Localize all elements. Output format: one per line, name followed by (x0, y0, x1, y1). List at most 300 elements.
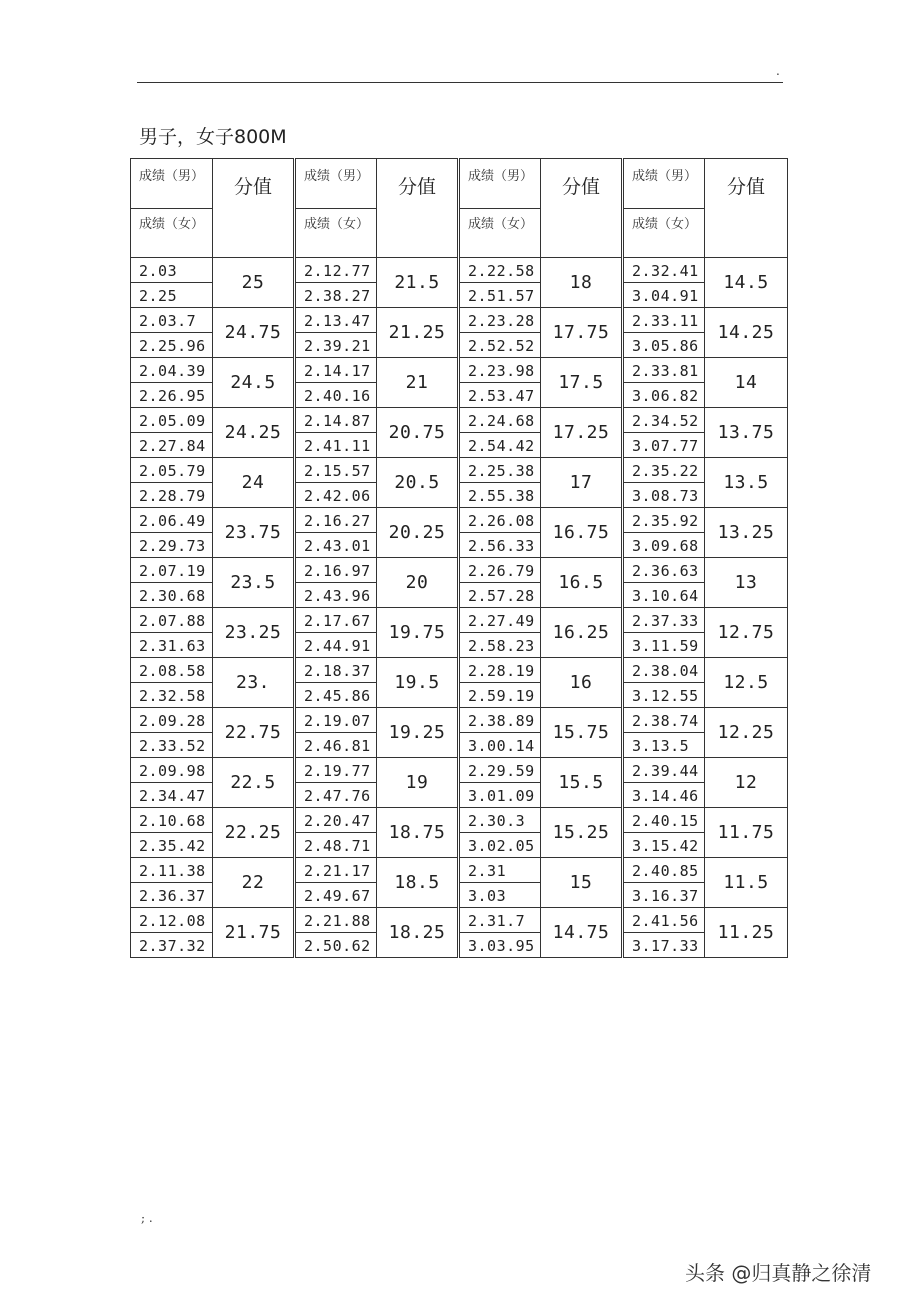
time-divider (296, 432, 376, 433)
table-row (131, 508, 788, 558)
female-time: 3.15.42 (632, 837, 699, 855)
table-row (131, 908, 788, 958)
table-row (131, 458, 788, 508)
time-divider (131, 382, 212, 383)
score-value: 12.75 (705, 608, 788, 658)
score-value: 23. (213, 658, 295, 708)
time-cell (295, 608, 377, 658)
female-time: 3.05.86 (632, 337, 699, 355)
header-time-cell (295, 159, 377, 258)
score-value: 13 (705, 558, 788, 608)
female-time: 3.01.09 (468, 787, 535, 805)
male-time: 2.18.37 (304, 662, 371, 680)
time-cell (131, 508, 213, 558)
time-divider (131, 732, 212, 733)
table-row (131, 408, 788, 458)
time-cell (131, 808, 213, 858)
female-time: 3.08.73 (632, 487, 699, 505)
time-cell (623, 908, 705, 958)
female-time: 2.35.42 (139, 837, 206, 855)
female-time: 2.56.33 (468, 537, 535, 555)
header-score-cell (377, 159, 459, 258)
score-value: 23.75 (213, 508, 295, 558)
time-divider (296, 582, 376, 583)
time-cell (131, 608, 213, 658)
header-score-cell (541, 159, 623, 258)
female-time: 2.29.73 (139, 537, 206, 555)
female-time: 2.50.62 (304, 937, 371, 955)
male-time: 2.41.56 (632, 912, 699, 930)
female-time: 3.03.95 (468, 937, 535, 955)
time-cell (459, 458, 541, 508)
time-cell (295, 808, 377, 858)
score-value: 20.5 (377, 458, 459, 508)
male-time: 2.26.08 (468, 512, 535, 530)
score-value: 12.25 (705, 708, 788, 758)
score-value: 20.25 (377, 508, 459, 558)
female-time: 3.07.77 (632, 437, 699, 455)
header-score-cell (705, 159, 788, 258)
watermark-text: 头条 @归真静之徐清 (685, 1261, 872, 1285)
time-cell (623, 608, 705, 658)
footer-mark: ; . (141, 1211, 153, 1225)
time-divider (131, 582, 212, 583)
female-time: 2.51.57 (468, 287, 535, 305)
time-cell (459, 808, 541, 858)
score-value: 15 (541, 858, 623, 908)
table-row (131, 358, 788, 408)
male-time: 2.35.92 (632, 512, 699, 530)
header-score-label: 分值 (561, 176, 600, 198)
female-time: 3.13.5 (632, 737, 690, 755)
time-divider (460, 382, 540, 383)
male-time: 2.07.88 (139, 612, 206, 630)
male-time: 2.16.97 (304, 562, 371, 580)
female-time: 2.46.81 (304, 737, 371, 755)
female-time: 3.16.37 (632, 887, 699, 905)
header-time-cell (623, 159, 705, 258)
time-cell (131, 858, 213, 908)
time-cell (295, 758, 377, 808)
header-score-label: 分值 (726, 176, 765, 198)
male-time: 2.06.49 (139, 512, 206, 530)
male-time: 2.14.87 (304, 412, 371, 430)
score-value: 12.5 (705, 658, 788, 708)
header-divider (296, 208, 376, 209)
score-value: 24.75 (213, 308, 295, 358)
male-time: 2.38.04 (632, 662, 699, 680)
time-divider (131, 932, 212, 933)
time-cell (623, 808, 705, 858)
score-value: 23.5 (213, 558, 295, 608)
time-cell (459, 408, 541, 458)
female-time: 2.39.21 (304, 337, 371, 355)
header-time-male: 成绩（男） (468, 169, 534, 184)
table-row (131, 708, 788, 758)
score-value: 16.75 (541, 508, 623, 558)
time-cell (459, 658, 541, 708)
header-time-female: 成绩（女） (468, 217, 534, 232)
male-time: 2.05.79 (139, 462, 206, 480)
time-divider (296, 732, 376, 733)
time-divider (296, 482, 376, 483)
score-value: 14 (705, 358, 788, 408)
table-row (131, 758, 788, 808)
time-cell (459, 358, 541, 408)
header-time-female: 成绩（女） (139, 217, 205, 232)
time-divider (131, 432, 212, 433)
time-divider (624, 332, 704, 333)
female-time: 2.49.67 (304, 887, 371, 905)
male-time: 2.38.74 (632, 712, 699, 730)
score-value: 16 (541, 658, 623, 708)
score-value: 21.25 (377, 308, 459, 358)
score-value: 18.5 (377, 858, 459, 908)
time-cell (623, 458, 705, 508)
male-time: 2.27.49 (468, 612, 535, 630)
female-time: 2.44.91 (304, 637, 371, 655)
female-time: 2.43.96 (304, 587, 371, 605)
score-value: 11.5 (705, 858, 788, 908)
time-cell (459, 508, 541, 558)
score-value: 14.5 (705, 258, 788, 308)
time-divider (624, 382, 704, 383)
time-cell (623, 658, 705, 708)
time-divider (460, 532, 540, 533)
male-time: 2.38.89 (468, 712, 535, 730)
female-time: 2.32.58 (139, 687, 206, 705)
score-value: 21.75 (213, 908, 295, 958)
female-time: 2.57.28 (468, 587, 535, 605)
table-row (131, 308, 788, 358)
header-time-cell (459, 159, 541, 258)
time-divider (296, 882, 376, 883)
male-time: 2.26.79 (468, 562, 535, 580)
time-cell (295, 508, 377, 558)
time-cell (131, 308, 213, 358)
score-value: 24 (213, 458, 295, 508)
time-divider (624, 282, 704, 283)
female-time: 2.25 (139, 287, 178, 305)
female-time: 2.58.23 (468, 637, 535, 655)
male-time: 2.21.88 (304, 912, 371, 930)
time-divider (131, 632, 212, 633)
score-value: 22 (213, 858, 295, 908)
time-divider (460, 632, 540, 633)
female-time: 2.59.19 (468, 687, 535, 705)
time-divider (460, 882, 540, 883)
time-cell (295, 708, 377, 758)
time-divider (460, 732, 540, 733)
score-table (130, 158, 788, 958)
score-value: 16.5 (541, 558, 623, 608)
male-time: 2.39.44 (632, 762, 699, 780)
time-cell (295, 408, 377, 458)
male-time: 2.25.38 (468, 462, 535, 480)
time-cell (623, 558, 705, 608)
time-cell (295, 458, 377, 508)
time-cell (623, 708, 705, 758)
male-time: 2.23.28 (468, 312, 535, 330)
score-value: 11.25 (705, 908, 788, 958)
score-value: 21.5 (377, 258, 459, 308)
time-cell (459, 708, 541, 758)
time-cell (623, 758, 705, 808)
male-time: 2.23.98 (468, 362, 535, 380)
header-score-cell (213, 159, 295, 258)
female-time: 3.04.91 (632, 287, 699, 305)
female-time: 2.25.96 (139, 337, 206, 355)
time-cell (295, 558, 377, 608)
score-value: 22.5 (213, 758, 295, 808)
time-divider (296, 932, 376, 933)
male-time: 2.29.59 (468, 762, 535, 780)
time-divider (296, 382, 376, 383)
score-value: 18 (541, 258, 623, 308)
page-title: 男子，女子800M (139, 126, 287, 148)
female-time: 2.42.06 (304, 487, 371, 505)
time-divider (131, 682, 212, 683)
table-row (131, 808, 788, 858)
female-time: 3.11.59 (632, 637, 699, 655)
female-time: 3.17.33 (632, 937, 699, 955)
time-divider (131, 882, 212, 883)
header-score-label: 分值 (397, 176, 436, 198)
score-value: 19.75 (377, 608, 459, 658)
time-cell (623, 258, 705, 308)
score-value: 21 (377, 358, 459, 408)
time-cell (295, 658, 377, 708)
male-time: 2.40.15 (632, 812, 699, 830)
header-divider (460, 208, 540, 209)
male-time: 2.13.47 (304, 312, 371, 330)
male-time: 2.33.11 (632, 312, 699, 330)
header-time-male: 成绩（男） (139, 169, 205, 184)
header-time-cell (131, 159, 213, 258)
header-time-female: 成绩（女） (632, 217, 698, 232)
male-time: 2.03.7 (139, 312, 197, 330)
female-time: 2.48.71 (304, 837, 371, 855)
time-cell (131, 558, 213, 608)
time-cell (459, 858, 541, 908)
male-time: 2.12.08 (139, 912, 206, 930)
table-row (131, 658, 788, 708)
header-mark: . (776, 64, 780, 78)
male-time: 2.20.47 (304, 812, 371, 830)
time-cell (459, 908, 541, 958)
time-cell (131, 658, 213, 708)
male-time: 2.31 (468, 862, 507, 880)
time-cell (623, 858, 705, 908)
time-cell (131, 258, 213, 308)
male-time: 2.30.3 (468, 812, 526, 830)
score-value: 13.25 (705, 508, 788, 558)
score-value: 19.5 (377, 658, 459, 708)
time-divider (460, 332, 540, 333)
female-time: 2.47.76 (304, 787, 371, 805)
female-time: 3.06.82 (632, 387, 699, 405)
score-value: 22.75 (213, 708, 295, 758)
female-time: 2.53.47 (468, 387, 535, 405)
time-divider (624, 832, 704, 833)
male-time: 2.07.19 (139, 562, 206, 580)
female-time: 2.55.38 (468, 487, 535, 505)
female-time: 3.03 (468, 887, 507, 905)
score-value: 16.25 (541, 608, 623, 658)
time-cell (131, 908, 213, 958)
male-time: 2.35.22 (632, 462, 699, 480)
time-cell (295, 858, 377, 908)
header-score-label: 分值 (233, 176, 272, 198)
time-divider (131, 282, 212, 283)
time-divider (296, 782, 376, 783)
score-value: 22.25 (213, 808, 295, 858)
table-row (131, 258, 788, 308)
male-time: 2.15.57 (304, 462, 371, 480)
time-divider (624, 882, 704, 883)
female-time: 2.45.86 (304, 687, 371, 705)
time-divider (624, 732, 704, 733)
score-value: 18.75 (377, 808, 459, 858)
male-time: 2.11.38 (139, 862, 206, 880)
time-cell (623, 508, 705, 558)
score-value: 13.75 (705, 408, 788, 458)
male-time: 2.36.63 (632, 562, 699, 580)
female-time: 2.54.42 (468, 437, 535, 455)
time-divider (460, 682, 540, 683)
male-time: 2.16.27 (304, 512, 371, 530)
score-value: 25 (213, 258, 295, 308)
time-divider (624, 782, 704, 783)
male-time: 2.33.81 (632, 362, 699, 380)
time-divider (131, 332, 212, 333)
score-value: 17.5 (541, 358, 623, 408)
female-time: 2.43.01 (304, 537, 371, 555)
male-time: 2.05.09 (139, 412, 206, 430)
time-divider (624, 682, 704, 683)
score-value: 17.75 (541, 308, 623, 358)
score-value: 17.25 (541, 408, 623, 458)
score-value: 15.75 (541, 708, 623, 758)
time-divider (624, 532, 704, 533)
female-time: 3.09.68 (632, 537, 699, 555)
female-time: 3.00.14 (468, 737, 535, 755)
time-divider (460, 582, 540, 583)
female-time: 2.33.52 (139, 737, 206, 755)
header-time-male: 成绩（男） (304, 169, 370, 184)
score-table-body (131, 159, 788, 958)
male-time: 2.32.41 (632, 262, 699, 280)
time-cell (623, 358, 705, 408)
time-cell (623, 408, 705, 458)
male-time: 2.19.07 (304, 712, 371, 730)
time-cell (295, 358, 377, 408)
time-divider (296, 282, 376, 283)
female-time: 3.10.64 (632, 587, 699, 605)
time-cell (131, 708, 213, 758)
male-time: 2.04.39 (139, 362, 206, 380)
score-value: 19.25 (377, 708, 459, 758)
time-divider (460, 482, 540, 483)
score-value: 24.25 (213, 408, 295, 458)
table-row (131, 858, 788, 908)
female-time: 2.40.16 (304, 387, 371, 405)
time-cell (295, 908, 377, 958)
header-divider (131, 208, 212, 209)
male-time: 2.19.77 (304, 762, 371, 780)
score-value: 20 (377, 558, 459, 608)
female-time: 2.34.47 (139, 787, 206, 805)
score-value: 15.25 (541, 808, 623, 858)
score-value: 19 (377, 758, 459, 808)
female-time: 3.14.46 (632, 787, 699, 805)
score-value: 20.75 (377, 408, 459, 458)
male-time: 2.22.58 (468, 262, 535, 280)
male-time: 2.40.85 (632, 862, 699, 880)
time-divider (460, 832, 540, 833)
time-cell (623, 308, 705, 358)
time-cell (459, 258, 541, 308)
time-divider (131, 782, 212, 783)
time-cell (131, 358, 213, 408)
male-time: 2.37.33 (632, 612, 699, 630)
female-time: 3.12.55 (632, 687, 699, 705)
male-time: 2.31.7 (468, 912, 526, 930)
female-time: 2.52.52 (468, 337, 535, 355)
female-time: 3.02.05 (468, 837, 535, 855)
header-time-female: 成绩（女） (304, 217, 370, 232)
time-cell (131, 758, 213, 808)
male-time: 2.03 (139, 262, 178, 280)
table-row (131, 608, 788, 658)
time-divider (296, 532, 376, 533)
female-time: 2.28.79 (139, 487, 206, 505)
male-time: 2.14.17 (304, 362, 371, 380)
female-time: 2.38.27 (304, 287, 371, 305)
male-time: 2.09.28 (139, 712, 206, 730)
score-value: 24.5 (213, 358, 295, 408)
header-rule (137, 82, 783, 83)
female-time: 2.27.84 (139, 437, 206, 455)
time-divider (296, 832, 376, 833)
time-divider (131, 832, 212, 833)
time-divider (131, 482, 212, 483)
score-value: 11.75 (705, 808, 788, 858)
time-divider (460, 782, 540, 783)
score-value: 13.5 (705, 458, 788, 508)
time-cell (459, 308, 541, 358)
time-divider (624, 932, 704, 933)
header-time-male: 成绩（男） (632, 169, 698, 184)
time-divider (296, 632, 376, 633)
score-value: 23.25 (213, 608, 295, 658)
female-time: 2.41.11 (304, 437, 371, 455)
male-time: 2.08.58 (139, 662, 206, 680)
male-time: 2.28.19 (468, 662, 535, 680)
header-divider (624, 208, 704, 209)
time-divider (460, 932, 540, 933)
time-divider (624, 632, 704, 633)
score-value: 14.25 (705, 308, 788, 358)
time-divider (624, 582, 704, 583)
male-time: 2.21.17 (304, 862, 371, 880)
time-divider (131, 532, 212, 533)
time-divider (460, 432, 540, 433)
time-cell (295, 308, 377, 358)
score-value: 17 (541, 458, 623, 508)
score-value: 18.25 (377, 908, 459, 958)
female-time: 2.36.37 (139, 887, 206, 905)
